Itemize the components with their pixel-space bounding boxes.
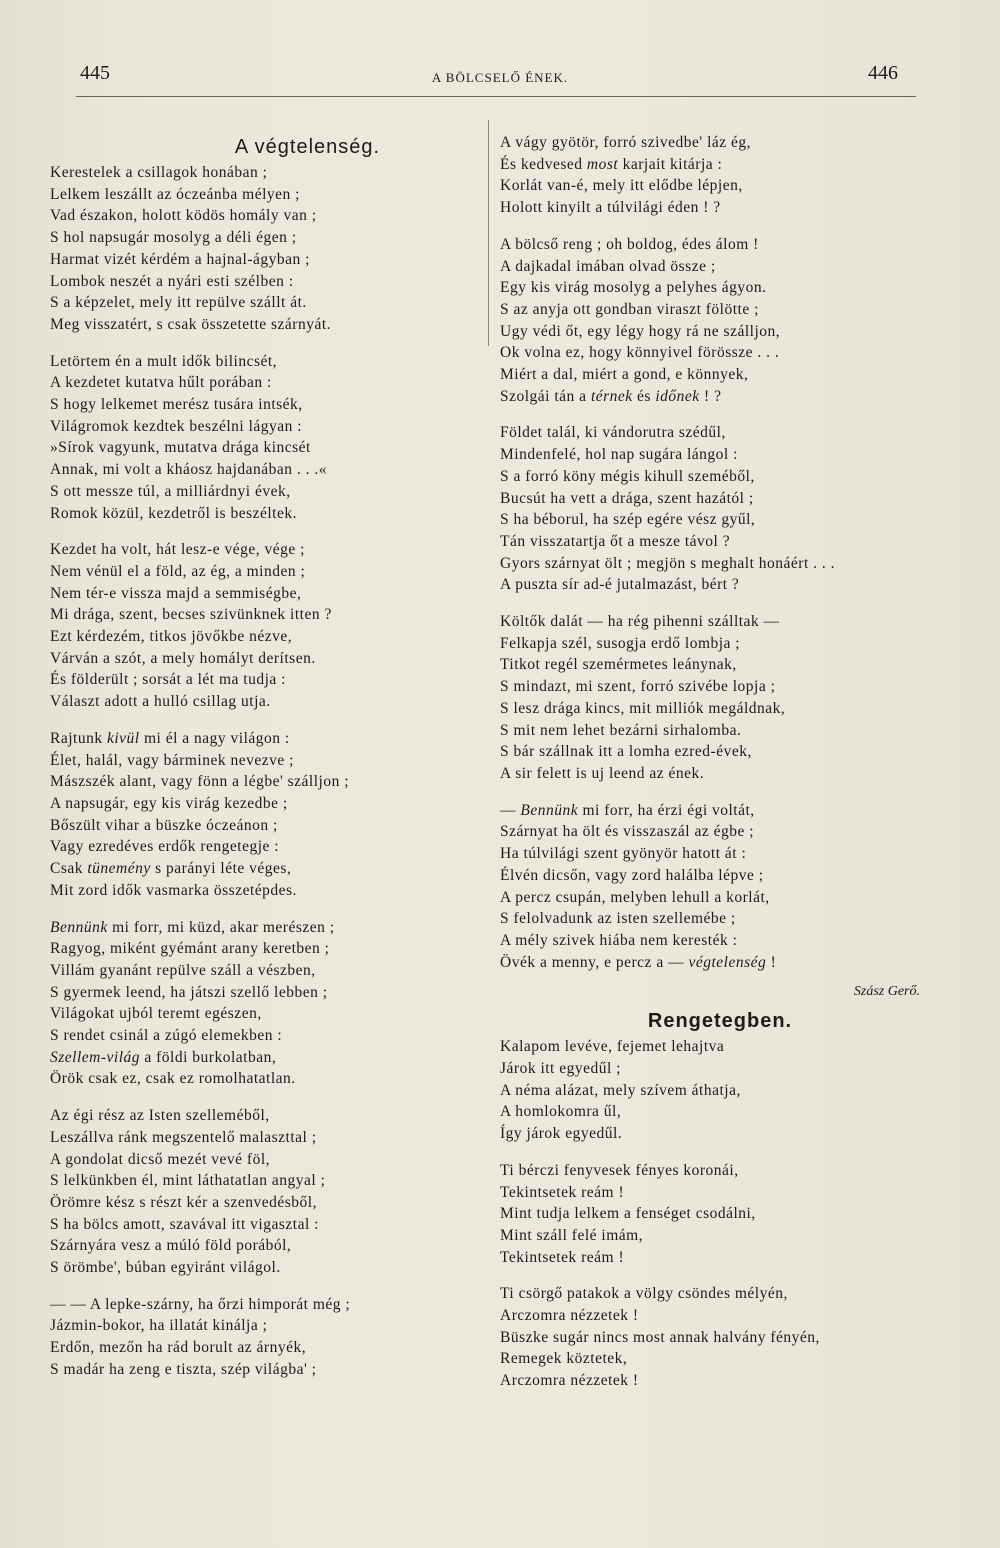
stanza: [500, 422, 940, 596]
emphasized-word: tünemény: [87, 860, 151, 878]
verse-line: Harmat vizét kérdém a hajnal-ágyban ;: [50, 250, 310, 268]
verse-line: S gyermek leend, ha játszi szellő lebben ;: [50, 983, 328, 1001]
emphasized-word: Bennünk: [520, 801, 579, 819]
verse-line: Szellem-világ a földi burkolatban,: [50, 1048, 277, 1066]
verse-line: A sir felett is uj leend az ének.: [500, 764, 705, 782]
verse-line: És földerült ; sorsát a lét ma tudja :: [50, 671, 286, 689]
verse-line: Ti bérczi fenyvesek fényes koronái,: [500, 1161, 739, 1179]
verse-line: »Sírok vagyunk, mutatva drága kincsét: [50, 439, 311, 457]
verse-line: A bölcső reng ; oh boldog, édes álom !: [500, 235, 759, 253]
verse-line: Tekintsetek reám !: [500, 1248, 625, 1266]
verse-line: S ha béborul, ha szép egére vész gyűl,: [500, 511, 756, 529]
verse-line: Várván a szót, a mely homályt derítsen.: [50, 649, 316, 667]
verse-line: Erdőn, mezőn ha rád borult az árnyék,: [50, 1339, 307, 1357]
emphasized-word: most: [586, 155, 619, 173]
verse-line: Bőszült vihar a büszke óczeánon ;: [50, 816, 278, 834]
verse-line: Örök csak ez, csak ez romolhatatlan.: [50, 1070, 296, 1088]
right-stanzas: [500, 132, 940, 973]
verse-line: Korlát van-é, mely itt elődbe lépjen,: [500, 177, 743, 195]
verse-line: Mi drága, szent, becses szivünknek itten ?: [50, 606, 332, 624]
verse-line: Vagy ezredéves erdők rengetegje :: [50, 838, 280, 856]
verse-line: Költők dalát — ha rég pihenni szálltak —: [500, 613, 780, 631]
verse-line: A dajkadal imában olvad össze ;: [500, 257, 716, 275]
verse-line: — — A lepke-szárny, ha őrzi himporát még ;: [50, 1295, 351, 1313]
verse-line: A puszta sír ad-é jutalmazást, bért ?: [500, 576, 740, 594]
verse-line: A kezdetet kutatva hűlt porában :: [50, 374, 272, 392]
verse-line: S örömbe', búban egyiránt világol.: [50, 1259, 281, 1277]
verse-line: Arczomra nézzetek !: [500, 1372, 639, 1390]
verse-line: S felolvadunk az isten szellemébe ;: [500, 910, 736, 928]
verse-line: Élet, halál, vagy bárminek nevezve ;: [50, 751, 294, 769]
verse-line: Rajtunk kivül mi él a nagy világon :: [50, 729, 290, 747]
verse-line: Arczomra nézzetek !: [500, 1307, 639, 1325]
poem2-stanzas: [500, 1036, 940, 1392]
verse-line: A vágy gyötör, forró szivedbe' láz ég,: [500, 134, 752, 151]
verse-line: Így járok egyedűl.: [500, 1125, 623, 1143]
verse-line: Jázmin-bokor, ha illatát kinálja ;: [50, 1317, 268, 1335]
verse-line: A gondolat dicső mezét vevé föl,: [50, 1150, 271, 1168]
poem-title-2: Rengetegben.: [647, 1010, 793, 1033]
verse-line: Nem vénül el a föld, az ég, a minden ;: [50, 562, 306, 580]
right-column: [500, 132, 940, 1407]
verse-line: Szárnyat ha ölt és visszaszál az égbe ;: [500, 823, 755, 841]
emphasized-word: Szellem-világ: [50, 1048, 141, 1066]
verse-line: Ragyog, miként gyémánt arany keretben ;: [50, 940, 330, 958]
verse-line: S lesz drága kincs, mit milliók megáldnak,: [500, 699, 786, 717]
verse-line: És kedvesed most karjait kitárja :: [500, 155, 723, 173]
left-column: [50, 132, 490, 1396]
verse-line: Övék a menny, e percz a — végtelenség !: [500, 953, 777, 971]
verse-line: Gyors szárnyat ölt ; megjön s meghalt honáért . . .: [500, 554, 836, 572]
verse-line: S mit nem lehet bezárni sirhalomba.: [500, 721, 742, 739]
verse-line: Világromok kezdtek beszélni lágyan :: [50, 417, 303, 435]
verse-line: A napsugár, egy kis virág kezedbe ;: [50, 794, 288, 812]
verse-line: Egy kis virág mosolyg a pelyhes ágyon.: [500, 279, 767, 297]
verse-line: Titkot regél szemérmetes leánynak,: [500, 656, 737, 674]
verse-line: Élvén dicsőn, vagy zord halálba lépve ;: [500, 866, 764, 884]
verse-line: Felkapja szél, susogja erdő lombja ;: [500, 634, 741, 652]
stanza: [500, 611, 940, 785]
verse-line: Miért a dal, miért a gond, e könnyek,: [500, 366, 749, 384]
header-rule: [76, 96, 916, 97]
verse-line: Mindenfelé, hol nap sugára lángol :: [500, 446, 738, 464]
verse-line: Nem tér-e vissza majd a semmiségbe,: [50, 584, 302, 602]
verse-line: Járok itt egyedűl ;: [500, 1060, 621, 1078]
verse-line: S ott messze túl, a milliárdnyi évek,: [50, 482, 291, 500]
stanza: [500, 234, 940, 408]
stanza: [500, 132, 940, 219]
verse-line: Mint száll felé imám,: [500, 1226, 644, 1244]
verse-line: Az égi rész az Isten szelleméből,: [50, 1107, 270, 1125]
verse-line: Szárnyára vesz a múló föld porából,: [50, 1237, 292, 1255]
poem-signature: Szász Gerő.: [853, 984, 920, 1000]
stanza: [50, 728, 490, 902]
verse-line: A mély szivek hiába nem keresték :: [500, 931, 738, 949]
emphasized-word: kivül: [106, 729, 140, 747]
verse-line: Vad északon, holott ködös homály van ;: [50, 207, 317, 225]
verse-line: Büszke sugár nincs most annak halvány fényén,: [500, 1328, 820, 1346]
page-number-left: 445: [80, 62, 110, 84]
verse-line: Lelkem leszállt az óczeánba mélyen ;: [50, 185, 300, 203]
verse-line: Csak tünemény s parányi léte véges,: [50, 860, 292, 878]
stanza: [50, 1294, 490, 1381]
stanza: [50, 1105, 490, 1279]
left-stanzas: [50, 162, 490, 1381]
emphasized-word: térnek: [590, 387, 633, 405]
verse-line: Választ adott a hulló csillag utja.: [50, 693, 271, 711]
stanza: [50, 351, 490, 525]
verse-line: S mindazt, mi szent, forró szivébe lopja ;: [500, 678, 776, 696]
verse-line: Annak, mi volt a kháosz hajdanában . . .«: [50, 461, 328, 479]
verse-line: Világokat ujból teremt egészen,: [50, 1005, 262, 1023]
verse-line: S rendet csinál a zúgó elemekben :: [50, 1027, 283, 1045]
verse-line: Ok volna ez, hogy könnyivel förössze . . .: [500, 344, 780, 362]
verse-line: S hogy lelkemet merész tusára intsék,: [50, 396, 303, 414]
verse-line: Ha túlvilági szent gyönyör hatott át :: [500, 845, 747, 863]
stanza: [500, 1036, 940, 1145]
verse-line: A homlokomra űl,: [500, 1103, 622, 1121]
verse-line: Tán visszatartja őt a mesze távol ?: [500, 532, 731, 550]
stanza: [50, 539, 490, 713]
verse-line: Leszállva ránk megszentelő malaszttal ;: [50, 1128, 317, 1146]
verse-line: Bennünk mi forr, mi küzd, akar merészen ;: [50, 918, 335, 936]
stanza: [500, 800, 940, 974]
verse-line: Kerestelek a csillagok honában ;: [50, 164, 268, 181]
verse-line: S az anyja ott gondban viraszt fölötte ;: [500, 300, 759, 318]
emphasized-word: időnek: [655, 387, 700, 405]
verse-line: Holott kinyilt a túlvilági éden ! ?: [500, 199, 721, 217]
verse-line: S a forró köny mégis kihull szeméből,: [500, 467, 755, 485]
verse-line: Bucsút ha vett a drága, szent hazától ;: [500, 489, 754, 507]
stanza: [50, 162, 490, 336]
verse-line: Remegek köztetek,: [500, 1350, 628, 1368]
verse-line: Villám gyanánt repülve száll a vészben,: [50, 961, 316, 979]
verse-line: S madár ha zeng e tiszta, szép világba' ;: [50, 1360, 317, 1378]
emphasized-word: Bennünk: [50, 918, 108, 936]
verse-line: Mit zord idők vasmarka összetépdes.: [50, 881, 297, 899]
page-number-right: 446: [868, 62, 898, 84]
verse-line: Szolgái tán a térnek és időnek ! ?: [500, 387, 722, 405]
poem-title: A végtelenség.: [234, 136, 381, 158]
stanza: [500, 1160, 940, 1269]
emphasized-word: végtelenség: [688, 953, 767, 971]
verse-line: Ugy védi őt, egy légy hogy rá ne szálljon,: [500, 322, 781, 340]
verse-line: S hol napsugár mosolyg a déli égen ;: [50, 229, 297, 247]
verse-line: S lelkünkben él, mint láthatatlan angyal ;: [50, 1172, 326, 1190]
stanza: [50, 917, 490, 1091]
verse-line: Mint tudja lelkem a fenséget csodálni,: [500, 1205, 756, 1223]
verse-line: A percz csupán, melyben lehull a korlát,: [500, 888, 770, 906]
verse-line: Földet talál, ki vándorutra szédűl,: [500, 424, 726, 442]
verse-line: Kezdet ha volt, hát lesz-e vége, vége ;: [50, 541, 305, 559]
verse-line: Mászszék alant, vagy fönn a légbe' szálljon ;: [50, 773, 350, 791]
verse-line: Kalapom levéve, fejemet lehajtva: [500, 1038, 725, 1056]
stanza: [500, 1283, 940, 1392]
verse-line: Ti csörgő patakok a völgy csöndes mélyén,: [500, 1285, 788, 1303]
verse-line: S bár szállnak itt a lomha ezred-évek,: [500, 743, 752, 761]
verse-line: Örömre kész s részt kér a szenvedésből,: [50, 1193, 317, 1211]
verse-line: Lombok neszét a nyári esti szélben :: [50, 272, 294, 290]
verse-line: S a képzelet, mely itt repülve szállt át.: [50, 294, 307, 312]
verse-line: — Bennünk mi forr, ha érzi égi voltát,: [500, 801, 755, 819]
running-title: A BÖLCSELŐ ÉNEK.: [431, 70, 569, 85]
verse-line: Ezt kérdezém, titkos jövőkbe nézve,: [50, 628, 293, 646]
verse-line: Letörtem én a mult idők bilincsét,: [50, 352, 278, 370]
verse-line: S ha bölcs amott, szavával itt vigasztal :: [50, 1215, 319, 1233]
verse-line: A néma alázat, mely szívem áthatja,: [500, 1081, 741, 1099]
verse-line: Tekintsetek reám !: [500, 1183, 625, 1201]
verse-line: Meg visszatért, s csak összetette szárnyát.: [50, 315, 332, 333]
verse-line: Romok közül, kezdetről is beszéltek.: [50, 504, 297, 522]
